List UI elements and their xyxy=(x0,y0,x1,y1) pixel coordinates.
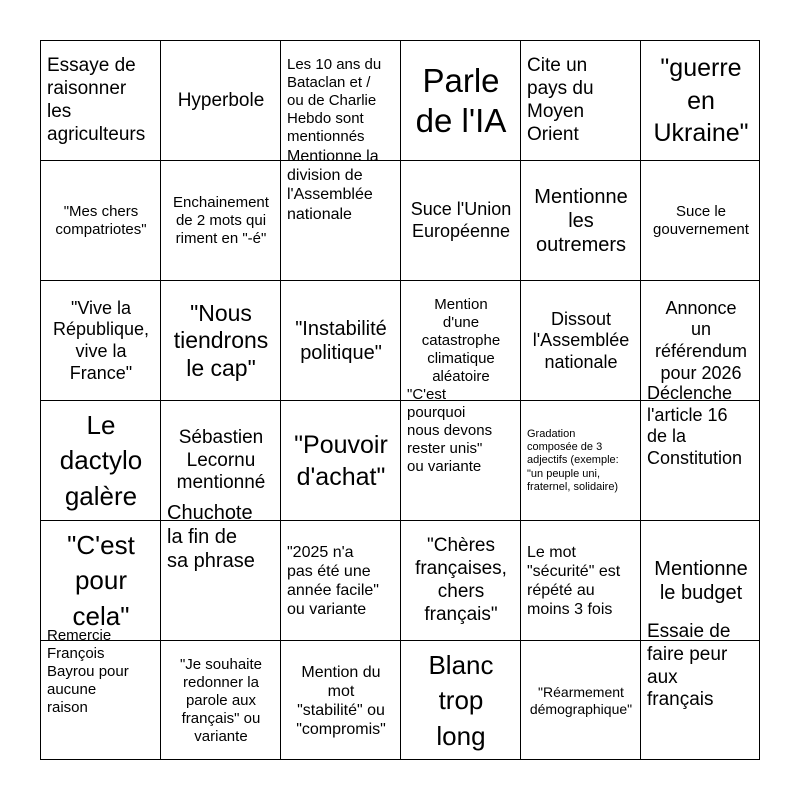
bingo-cell-r4-c4 xyxy=(401,386,521,521)
cell-text: "Pouvoir d'achat" xyxy=(294,430,388,491)
cell-text: Dissout l'Assemblée nationale xyxy=(532,308,630,372)
bingo-cell-r2-c1 xyxy=(41,161,161,281)
bingo-cell-r1-c2 xyxy=(161,41,281,161)
cell-text: Mention du mot "stabilité" ou "compromis" xyxy=(296,663,386,739)
bingo-cell-r4-c1 xyxy=(41,401,161,521)
cell-text: "Nous tiendrons le cap" xyxy=(173,299,269,381)
cell-text: "Je souhaite redonner la parole aux français" ou variante xyxy=(179,656,263,745)
bingo-cell-r4-c6 xyxy=(641,383,761,521)
bingo-cell-r5-c4 xyxy=(401,521,521,641)
cell-text: Mention d'une catastrophe climatique aléatoire xyxy=(421,296,501,385)
cell-text: Blanc trop long xyxy=(428,650,494,751)
cell-text: "guerre en Ukraine" xyxy=(653,54,749,148)
bingo-cell-r2-c5 xyxy=(521,161,641,281)
bingo-cell-r1-c4 xyxy=(401,41,521,161)
bingo-cell-r6-c3 xyxy=(281,641,401,761)
cell-text: Enchainement de 2 mots qui riment en "-é" xyxy=(173,194,269,247)
cell-text: Gradation composée de 3 adjectifs (exemple: "un peuple uni, fraternel, solidaire) xyxy=(527,428,619,493)
bingo-cell-r2-c3 xyxy=(281,147,401,281)
bingo-grid xyxy=(40,40,760,760)
bingo-cell-r4-c3 xyxy=(281,401,401,521)
bingo-cell-r6-c4 xyxy=(401,641,521,761)
cell-text: Les 10 ans du Bataclan et / ou de Charlie Hebdo sont mentionnés xyxy=(287,56,382,145)
bingo-cell-r1-c1 xyxy=(41,41,161,161)
cell-text: "Instabilité politique" xyxy=(295,318,387,364)
cell-text: Suce le gouvernement xyxy=(653,203,749,238)
cell-text: "C'est pourquoi nous devons rester unis" ou variante xyxy=(407,386,493,475)
cell-text: "Vive la République, vive la France" xyxy=(52,297,150,383)
cell-text: Essaie de faire peur aux français xyxy=(647,621,731,711)
bingo-cell-r1-c3 xyxy=(281,41,401,161)
bingo-cell-r6-c5 xyxy=(521,641,641,761)
cell-text: "Mes chers compatriotes" xyxy=(55,203,147,238)
bingo-cell-r2-c4 xyxy=(401,161,521,281)
bingo-cell-r6-c1 xyxy=(41,627,161,761)
bingo-cell-r6-c6 xyxy=(641,621,761,761)
bingo-cell-r5-c2 xyxy=(161,501,281,641)
cell-text: Mentionne les outremers xyxy=(534,186,628,256)
cell-text: Parle de l'IA xyxy=(415,62,507,139)
cell-text: Hyperbole xyxy=(177,89,265,111)
cell-text: Déclenche l'article 16 de la Constitution xyxy=(647,383,743,468)
cell-text: Annonce un référendum pour 2026 xyxy=(654,297,748,383)
cell-text: Cite un pays du Moyen Orient xyxy=(527,55,594,145)
bingo-cell-r2-c2 xyxy=(161,161,281,281)
cell-text: Le mot "sécurité" est répété au moins 3 fois xyxy=(527,543,621,619)
bingo-cell-r3-c3 xyxy=(281,281,401,401)
cell-text: "Réarmement démographique" xyxy=(529,684,633,717)
bingo-cell-r6-c2 xyxy=(161,641,281,761)
bingo-cell-r2-c6 xyxy=(641,161,761,281)
cell-text: Suce l'Union Européenne xyxy=(410,199,512,241)
bingo-cell-r3-c5 xyxy=(521,281,641,401)
bingo-cell-r5-c5 xyxy=(521,521,641,641)
bingo-cell-r4-c5 xyxy=(521,401,641,521)
cell-text: Remercie François Bayrou pour aucune raison xyxy=(47,627,129,716)
bingo-cell-r3-c2 xyxy=(161,281,281,401)
cell-text: Chuchote la fin de sa phrase xyxy=(167,502,255,572)
bingo-cell-r5-c3 xyxy=(281,521,401,641)
cell-text: "C'est pour cela" xyxy=(67,530,135,631)
cell-text: Mentionne le budget xyxy=(654,558,748,604)
bingo-cell-r1-c5 xyxy=(521,41,641,161)
cell-text: "Chères françaises, chers français" xyxy=(415,535,507,625)
bingo-cell-r3-c1 xyxy=(41,281,161,401)
cell-text: "2025 n'a pas été une année facile" ou variante xyxy=(287,543,379,619)
bingo-cell-r3-c4 xyxy=(401,281,521,401)
bingo-cell-r5-c1 xyxy=(41,521,161,641)
bingo-cell-r1-c6 xyxy=(641,41,761,161)
cell-text: Mentionne la division de l'Assemblée nationale xyxy=(287,148,379,223)
cell-text: Le dactylo galère xyxy=(59,410,143,511)
cell-text: Essaye de raisonner les agriculteurs xyxy=(47,55,146,145)
cell-text: Sébastien Lecornu mentionné xyxy=(176,426,266,494)
